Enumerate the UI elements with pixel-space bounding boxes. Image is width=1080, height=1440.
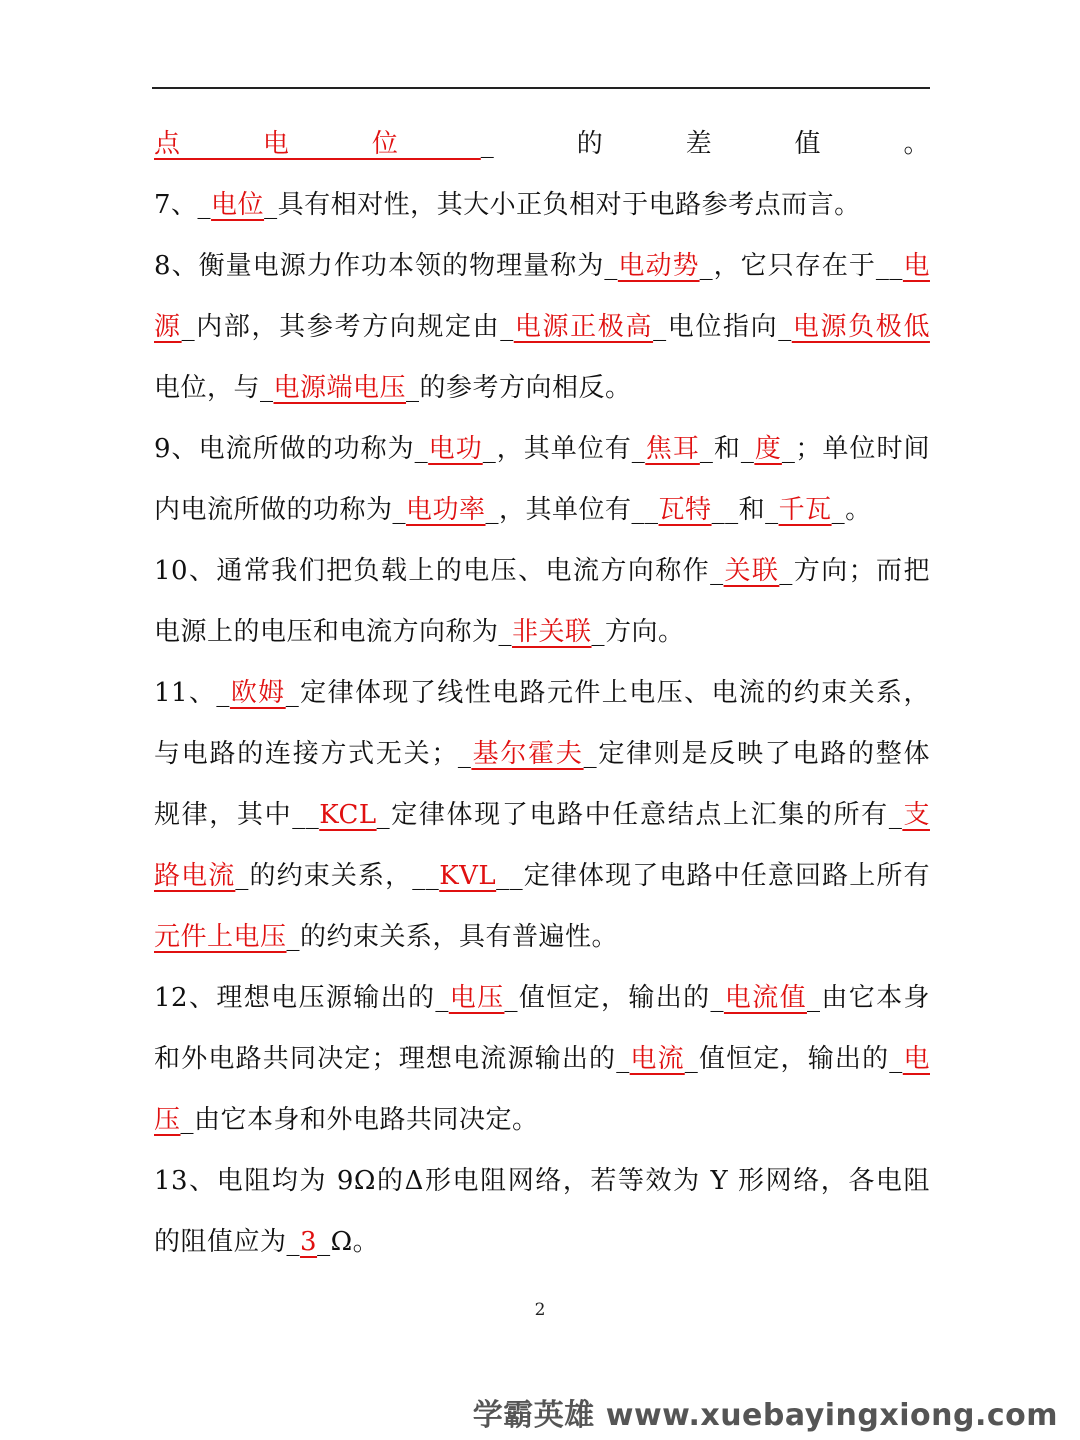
answer-text: 焦耳 <box>645 434 700 464</box>
text-line <box>154 1151 930 1212</box>
question-text: 电源上的电压和电流方向称为_ <box>154 617 513 647</box>
answer-text: 电位 <box>211 190 265 220</box>
text-line <box>154 785 930 846</box>
answer-text: 路电流 <box>154 861 236 891</box>
answer-text: 电源负极低 <box>791 312 930 342</box>
question-text: 规律，其中__ <box>154 800 320 830</box>
question-text: 7、_ <box>154 190 212 220</box>
question-text: 8、衡量电源力作功本领的物理量称为_ <box>154 251 618 281</box>
answer-text: 电功率 <box>406 495 486 525</box>
answer-text: 电流 <box>629 1044 685 1074</box>
text-line <box>154 968 930 1029</box>
question-text: _的约束关系，__ <box>235 861 440 891</box>
answer-text: 瓦特 <box>658 495 712 525</box>
question-text: _定律体现了线性电路元件上电压、电流的约束关系， <box>285 678 930 708</box>
answer-text: 电 <box>902 1044 930 1074</box>
question-text: _具有相对性，其大小正负相对于电路参考点而言。 <box>264 190 861 220</box>
text-line <box>154 663 930 724</box>
question-text: 9、电流所做的功称为_ <box>154 434 429 464</box>
question-text: _和_ <box>699 434 755 464</box>
question-text: 内电流所做的功称为_ <box>154 495 407 525</box>
text-line <box>154 419 930 480</box>
text-line <box>154 907 930 968</box>
question-text: _由它本身和外电路共同决定。 <box>180 1105 539 1135</box>
answer-text: 电流值 <box>723 983 807 1013</box>
text-line <box>154 1090 930 1151</box>
answer-text: 电动势 <box>617 251 700 281</box>
answer-text: 源 <box>154 312 182 342</box>
answer-text: 非关联 <box>512 617 592 647</box>
answer-text: 3 <box>300 1227 318 1257</box>
text-line <box>154 480 930 541</box>
text-line <box>154 297 930 358</box>
question-text: _。 <box>831 495 872 525</box>
question-text: _值恒定，输出的_ <box>684 1044 903 1074</box>
question-text: _，其单位有_ <box>482 434 646 464</box>
question-text: 10、通常我们把负载上的电压、电流方向称作_ <box>154 556 724 586</box>
question-text: 13、电阻均为 9Ω的Δ形电阻网络，若等效为 Y 形网络，各电阻 <box>154 1166 930 1196</box>
question-text: 和外电路共同决定；理想电流源输出的_ <box>154 1044 630 1074</box>
text-line <box>154 358 930 419</box>
answer-text: 压 <box>154 1105 181 1135</box>
answer-text: 支 <box>902 800 930 830</box>
question-text: 与电路的连接方式无关；_ <box>154 739 472 769</box>
text-line <box>154 846 930 907</box>
question-text: _，它只存在于__ <box>699 251 903 281</box>
answer-text: 基尔霍夫 <box>471 739 584 769</box>
answer-text: 电功 <box>428 434 483 464</box>
question-text: _内部，其参考方向规定由_ <box>181 312 514 342</box>
question-text-body <box>154 114 930 1273</box>
answer-text: KVL <box>439 861 497 891</box>
answer-text: 电 <box>902 251 930 281</box>
answer-text: 元件上电压 <box>154 922 287 952</box>
question-text: _值恒定，输出的_ <box>504 983 724 1013</box>
text-line <box>154 724 930 785</box>
text-line <box>154 114 930 175</box>
question-text: _方向；而把 <box>779 556 930 586</box>
question-text: _Ω。 <box>317 1227 380 1257</box>
text-line <box>154 602 930 663</box>
answer-text: 点电位 <box>154 129 481 159</box>
answer-text: 欧姆 <box>229 678 286 708</box>
question-text: _由它本身 <box>806 983 930 1013</box>
question-text: __和_ <box>711 495 779 525</box>
answer-text: 电源正极高 <box>513 312 654 342</box>
answer-text: 电源端电压 <box>273 373 407 403</box>
answer-text: KCL <box>319 800 377 830</box>
question-text: 的阻值应为_ <box>154 1227 301 1257</box>
question-text: 12、理想电压源输出的_ <box>154 983 449 1013</box>
question-text: 电位，与_ <box>154 373 274 403</box>
question-text: _，其单位有__ <box>485 495 659 525</box>
question-text: __定律体现了电路中任意回路上所有 <box>496 861 930 891</box>
question-text: _的参考方向相反。 <box>406 373 632 403</box>
text-line <box>154 236 930 297</box>
answer-text: 电压 <box>448 983 505 1013</box>
text-line <box>154 175 930 236</box>
question-text: _方向。 <box>591 617 685 647</box>
answer-text: 关联 <box>723 556 780 586</box>
answer-text: 度 <box>754 434 782 464</box>
text-line <box>154 1029 930 1090</box>
question-text: 11、_ <box>154 678 230 708</box>
question-text: _定律则是反映了电路的整体 <box>583 739 930 769</box>
question-text: _；单位时间 <box>781 434 930 464</box>
question-text: _定律体现了电路中任意结点上汇集的所有_ <box>376 800 903 830</box>
page-number: 2 <box>534 1300 546 1320</box>
question-text: _的差值。 <box>480 129 930 159</box>
watermark: 学霸英雄 www.xuebayingxiong.com <box>472 1398 1058 1433</box>
question-text: _的约束关系，具有普遍性。 <box>286 922 619 952</box>
text-line <box>154 1212 930 1273</box>
question-text: _电位指向_ <box>653 312 792 342</box>
header-rule <box>152 87 930 89</box>
text-line <box>154 541 930 602</box>
answer-text: 千瓦 <box>778 495 832 525</box>
